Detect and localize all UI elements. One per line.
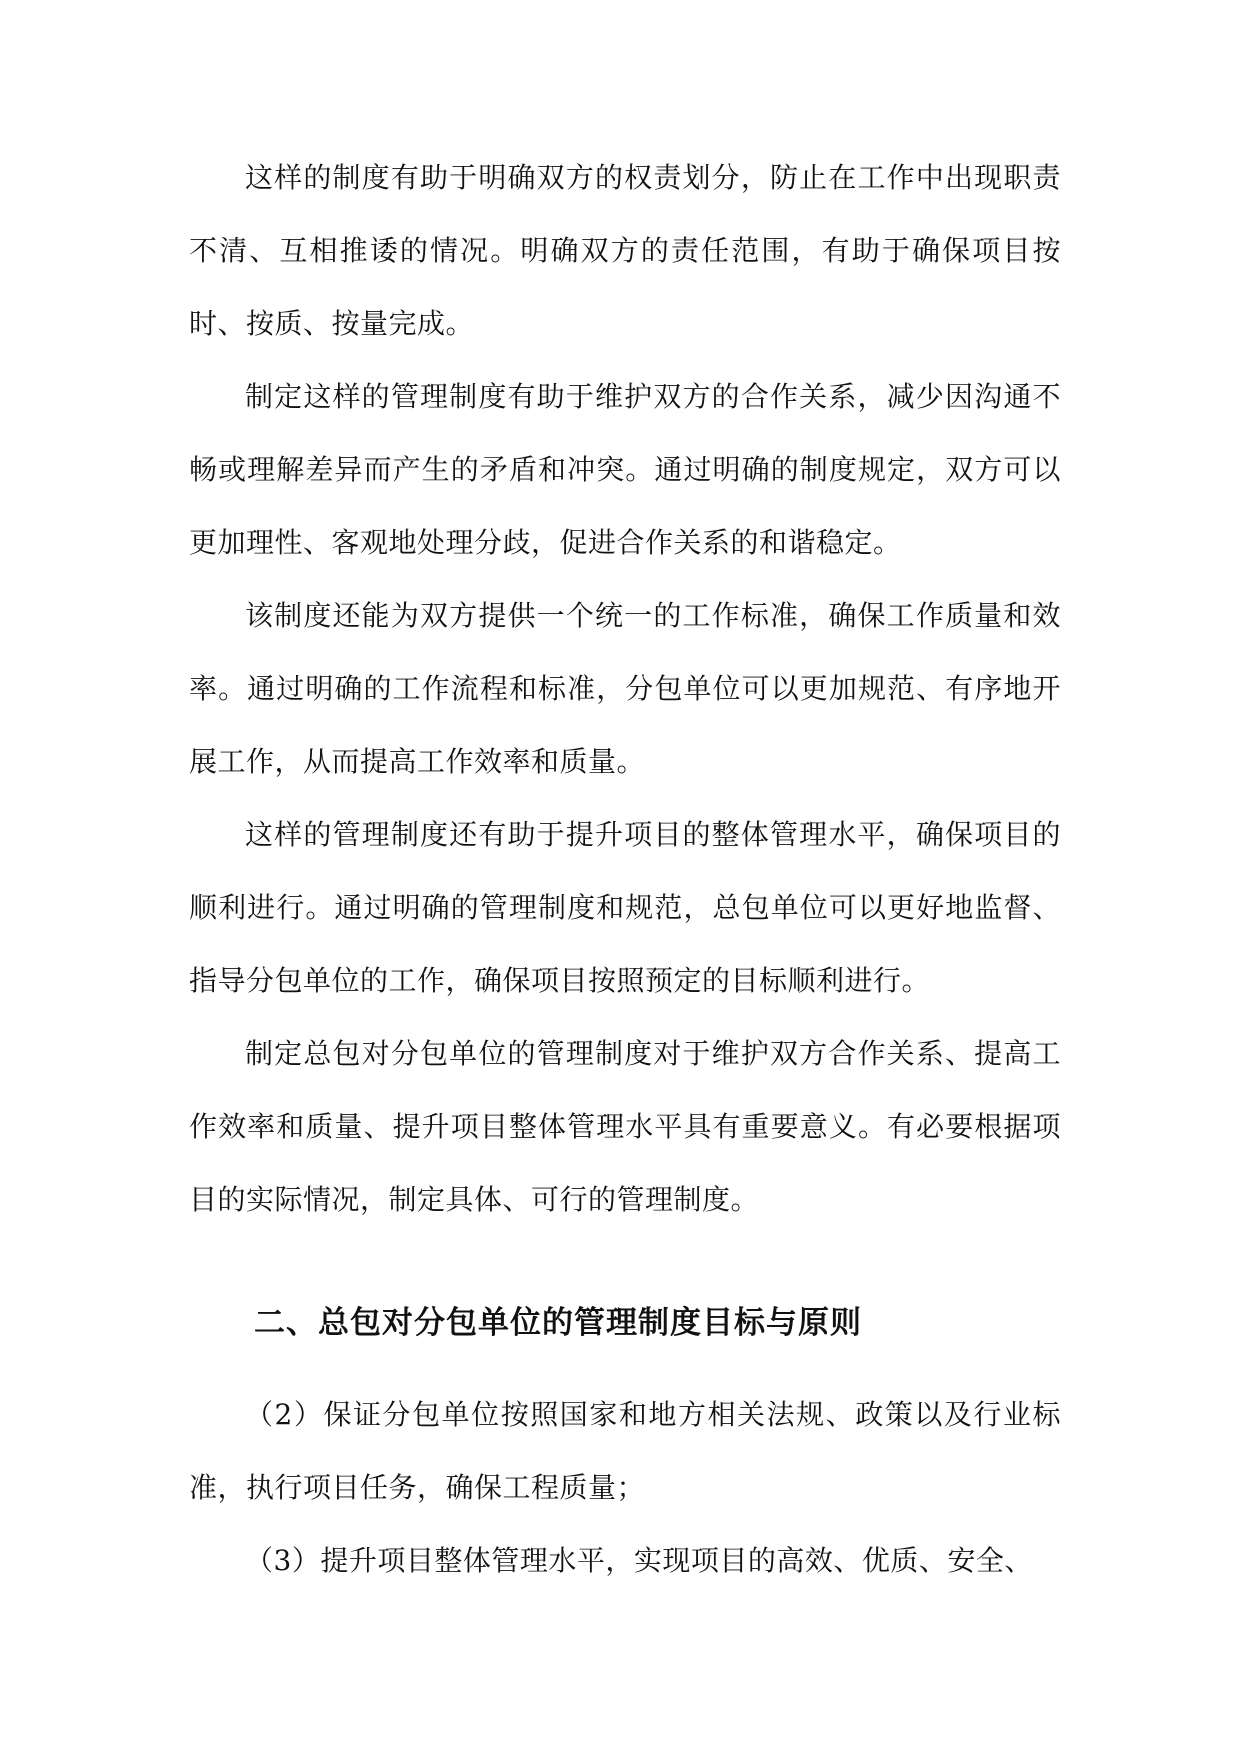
section-heading: 二、总包对分包单位的管理制度目标与原则 <box>254 1305 862 1341</box>
paragraph-5: 制定总包对分包单位的管理制度对于维护双方合作关系、提高工作效率和质量、提升项目整体管理水平具有重要意义。有必要根据项目的实际情况，制定具体、可行的管理制度。 <box>189 1037 1061 1216</box>
paragraph-3: 该制度还能为双方提供一个统一的工作标准，确保工作质量和效率。通过明确的工作流程和标准，分包单位可以更加规范、有序地开展工作，从而提高工作效率和质量。 <box>189 599 1061 778</box>
list-item-3: （3）提升项目整体管理水平，实现项目的高效、优质、安全、 <box>245 1544 1033 1577</box>
list-item-2: （2）保证分包单位按照国家和地方相关法规、政策以及行业标准，执行项目任务，确保工程质量； <box>189 1398 1061 1504</box>
objectives-list <box>189 1378 1061 1597</box>
body-text <box>189 141 1061 1236</box>
paragraph-1: 这样的制度有助于明确双方的权责划分，防止在工作中出现职责不清、互相推诿的情况。明确双方的责任范围，有助于确保项目按时、按质、按量完成。 <box>189 161 1061 340</box>
paragraph-4: 这样的管理制度还有助于提升项目的整体管理水平，确保项目的顺利进行。通过明确的管理制度和规范，总包单位可以更好地监督、指导分包单位的工作，确保项目按照预定的目标顺利进行。 <box>189 818 1061 997</box>
paragraph-2: 制定这样的管理制度有助于维护双方的合作关系，减少因沟通不畅或理解差异而产生的矛盾和冲突。通过明确的制度规定，双方可以更加理性、客观地处理分歧，促进合作关系的和谐稳定。 <box>189 380 1061 559</box>
